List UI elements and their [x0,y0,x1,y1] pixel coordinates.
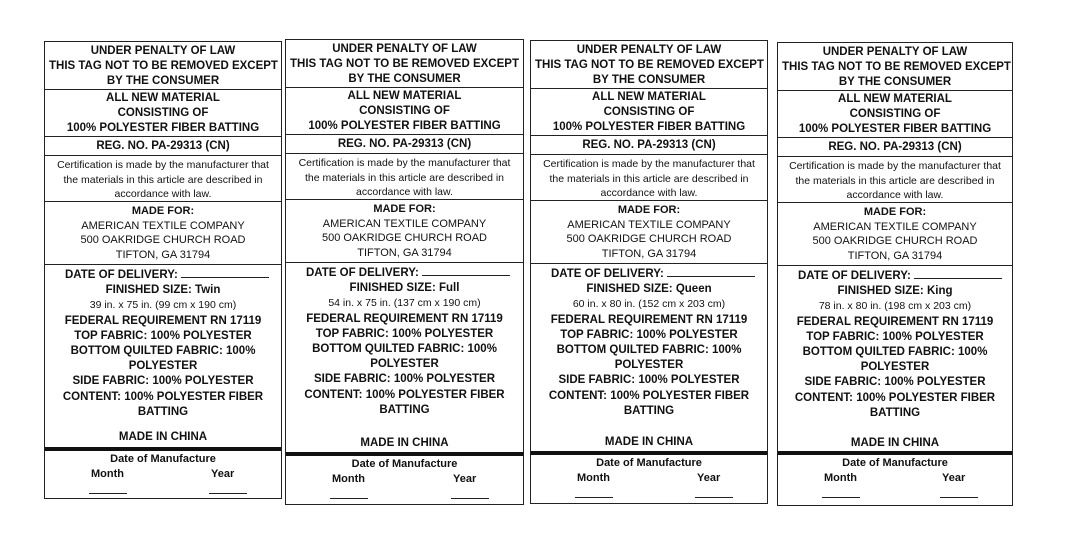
address-line: AMERICAN TEXTILE COMPANY [81,219,245,232]
material-line: CONSISTING OF [603,106,695,118]
country-of-origin: MADE IN CHINA [850,437,940,449]
certification-line: the materials in this article are described in [549,172,749,185]
side-fabric: SIDE FABRIC: 100% POLYESTER [72,375,254,388]
finished-size: FINISHED SIZE: Full [349,282,460,295]
date-of-delivery [49,268,277,283]
certification-line: Certification is made by the manufacturer that [298,157,511,169]
year-blank[interactable] [695,497,733,498]
year-label: Year [453,473,477,485]
made-for-label: MADE FOR: [863,206,927,218]
address-line: TIFTON, GA 31794 [601,247,697,260]
tag-header [45,42,281,90]
address-line: AMERICAN TEXTILE COMPANY [567,218,731,231]
address-line: TIFTON, GA 31794 [847,249,943,262]
header-line: THIS TAG NOT TO BE REMOVED EXCEPT [290,58,519,70]
material-line: CONSISTING OF [849,108,941,120]
tag-header [286,40,523,88]
made-for-label: MADE FOR: [373,203,436,215]
federal-requirement: FEDERAL REQUIREMENT RN 17119 [64,314,262,327]
registration-number: REG. NO. PA-29313 (CN) [45,137,281,156]
header-line: THIS TAG NOT TO BE REMOVED EXCEPT [782,61,1011,73]
date-of-manufacture-label: Date of Manufacture [596,457,702,469]
content-line: BATTING [137,405,189,418]
country-of-origin: MADE IN CHINA [604,436,694,448]
certification-section [286,154,523,200]
header-line: UNDER PENALTY OF LAW [576,44,722,56]
made-for-label: MADE FOR: [617,204,681,216]
material-line: 100% POLYESTER FIBER BATTING [66,122,260,134]
header-line: THIS TAG NOT TO BE REMOVED EXCEPT [535,59,764,71]
certification-line: accordance with law. [356,186,453,198]
federal-requirement: FEDERAL REQUIREMENT RN 17119 [796,315,994,328]
divider-bar [531,451,767,455]
address-line: TIFTON, GA 31794 [357,246,452,259]
side-fabric: SIDE FABRIC: 100% POLYESTER [558,374,740,387]
bottom-fabric-line: POLYESTER [370,358,439,371]
address-line: 500 OAKRIDGE CHURCH ROAD [321,232,488,244]
dimensions: 39 in. x 75 in. (99 cm x 190 cm) [89,299,237,312]
date-of-delivery [535,267,763,282]
material-line: ALL NEW MATERIAL [106,92,220,104]
material-section [778,91,1012,138]
year-blank[interactable] [451,498,489,499]
content-line: CONTENT: 100% POLYESTER FIBER [794,391,996,404]
year-blank[interactable] [209,493,247,494]
top-fabric: TOP FABRIC: 100% POLYESTER [806,330,984,343]
registration-number: REG. NO. PA-29313 (CN) [286,135,523,154]
address-line: 500 OAKRIDGE CHURCH ROAD [566,233,732,245]
date-of-delivery [782,269,1008,284]
country-of-origin: MADE IN CHINA [118,431,208,443]
certification-line: accordance with law. [600,187,698,199]
details-section [531,264,767,419]
certification-section [45,156,281,202]
made-for-label: MADE FOR: [131,205,195,217]
header-line: BY THE CONSUMER [838,76,952,88]
date-of-delivery-label: DATE OF DELIVERY: [65,269,178,281]
tag-header [531,41,767,89]
content-line: CONTENT: 100% POLYESTER FIBER [304,388,505,401]
bottom-fabric-line: BOTTOM QUILTED FABRIC: 100% [312,343,497,356]
month-blank[interactable] [89,493,127,494]
bottom-fabric-line: POLYESTER [860,361,930,374]
divider-bar [286,452,523,456]
month-blank[interactable] [575,497,613,498]
divider-bar [45,447,281,451]
material-section [531,89,767,136]
material-line: 100% POLYESTER FIBER BATTING [798,123,992,135]
address-line: 500 OAKRIDGE CHURCH ROAD [80,234,246,246]
dimensions: 54 in. x 75 in. (137 cm x 190 cm) [328,297,481,310]
date-of-delivery-label: DATE OF DELIVERY: [306,267,419,279]
side-fabric: SIDE FABRIC: 100% POLYESTER [313,373,496,386]
date-of-delivery-label: DATE OF DELIVERY: [798,270,911,282]
finished-size: FINISHED SIZE: Twin [105,284,221,297]
content-line: BATTING [623,404,675,417]
address-line: 500 OAKRIDGE CHURCH ROAD [812,235,978,247]
year-blank[interactable] [940,497,978,498]
month-label: Month [332,473,365,485]
date-of-manufacture-label: Date of Manufacture [351,458,458,470]
bottom-fabric-line: BOTTOM QUILTED FABRIC: 100% [70,345,256,358]
address-line: AMERICAN TEXTILE COMPANY [813,220,977,233]
top-fabric: TOP FABRIC: 100% POLYESTER [74,329,252,342]
date-of-manufacture-label: Date of Manufacture [110,453,216,465]
details-section [286,263,523,418]
side-fabric: SIDE FABRIC: 100% POLYESTER [804,376,986,389]
header-line: THIS TAG NOT TO BE REMOVED EXCEPT [49,60,278,72]
finished-size: FINISHED SIZE: King [837,285,953,298]
made-for-section [778,203,1012,266]
year-label: Year [211,468,235,480]
certification-line: Certification is made by the manufacturer that [57,159,269,171]
details-section [778,266,1012,421]
certification-line: accordance with law. [846,189,944,201]
date-of-delivery-blank[interactable] [422,266,510,276]
month-label: Month [577,472,610,484]
bottom-fabric-line: BOTTOM QUILTED FABRIC: 100% [556,344,742,357]
date-of-delivery-blank[interactable] [667,267,755,277]
date-of-delivery-blank[interactable] [914,269,1002,279]
material-line: CONSISTING OF [359,105,450,117]
material-section [45,90,281,137]
material-line: CONSISTING OF [117,107,209,119]
date-of-delivery-label: DATE OF DELIVERY: [551,268,664,280]
header-line: BY THE CONSUMER [592,74,706,86]
certification-line: Certification is made by the manufacturer that [789,160,1001,172]
material-line: ALL NEW MATERIAL [347,90,462,102]
divider-bar [778,451,1012,455]
law-tag [44,41,282,499]
header-line: UNDER PENALTY OF LAW [90,45,236,57]
month-label: Month [824,472,857,484]
content-line: CONTENT: 100% POLYESTER FIBER [62,390,264,403]
law-tag [777,42,1013,506]
content-line: BATTING [379,403,430,416]
material-line: ALL NEW MATERIAL [592,91,706,103]
federal-requirement: FEDERAL REQUIREMENT RN 17119 [306,312,503,325]
month-label: Month [91,468,124,480]
material-section [286,88,523,135]
content-line: CONTENT: 100% POLYESTER FIBER [548,389,750,402]
date-of-delivery [290,266,519,281]
header-line: UNDER PENALTY OF LAW [822,46,968,58]
country-of-origin: MADE IN CHINA [360,437,449,449]
content-line: BATTING [869,406,921,419]
certification-line: Certification is made by the manufacturer that [543,158,755,170]
address-line: TIFTON, GA 31794 [115,248,211,261]
made-for-section [45,202,281,265]
material-line: ALL NEW MATERIAL [838,93,952,105]
certification-line: accordance with law. [114,188,212,200]
registration-number: REG. NO. PA-29313 (CN) [778,138,1012,157]
finished-size: FINISHED SIZE: Queen [586,283,712,296]
header-line: UNDER PENALTY OF LAW [332,43,477,55]
tag-header [778,43,1012,91]
law-tag [285,39,524,505]
month-blank[interactable] [330,498,368,499]
bottom-fabric-line: POLYESTER [614,359,684,372]
details-section [45,265,281,420]
certification-line: the materials in this article are described in [304,171,504,184]
made-for-section [286,200,523,263]
federal-requirement: FEDERAL REQUIREMENT RN 17119 [550,313,748,326]
address-line: AMERICAN TEXTILE COMPANY [322,217,487,230]
registration-number: REG. NO. PA-29313 (CN) [531,136,767,155]
year-label: Year [697,472,721,484]
material-line: 100% POLYESTER FIBER BATTING [308,120,501,132]
header-line: BY THE CONSUMER [348,73,461,85]
bottom-fabric-line: POLYESTER [128,360,198,373]
date-of-manufacture-label: Date of Manufacture [842,457,948,469]
law-tag [530,40,768,504]
top-fabric: TOP FABRIC: 100% POLYESTER [315,327,494,340]
header-line: BY THE CONSUMER [106,75,220,87]
certification-section [778,157,1012,203]
dimensions: 78 in. x 80 in. (198 cm x 203 cm) [818,300,972,313]
top-fabric: TOP FABRIC: 100% POLYESTER [560,328,738,341]
made-for-section [531,201,767,264]
certification-section [531,155,767,201]
date-of-delivery-blank[interactable] [181,268,269,278]
year-label: Year [942,472,966,484]
material-line: 100% POLYESTER FIBER BATTING [552,121,746,133]
certification-line: the materials in this article are described in [63,173,263,186]
bottom-fabric-line: BOTTOM QUILTED FABRIC: 100% [802,346,988,359]
dimensions: 60 in. x 80 in. (152 cm x 203 cm) [572,298,726,311]
certification-line: the materials in this article are described in [795,174,995,187]
month-blank[interactable] [822,497,860,498]
